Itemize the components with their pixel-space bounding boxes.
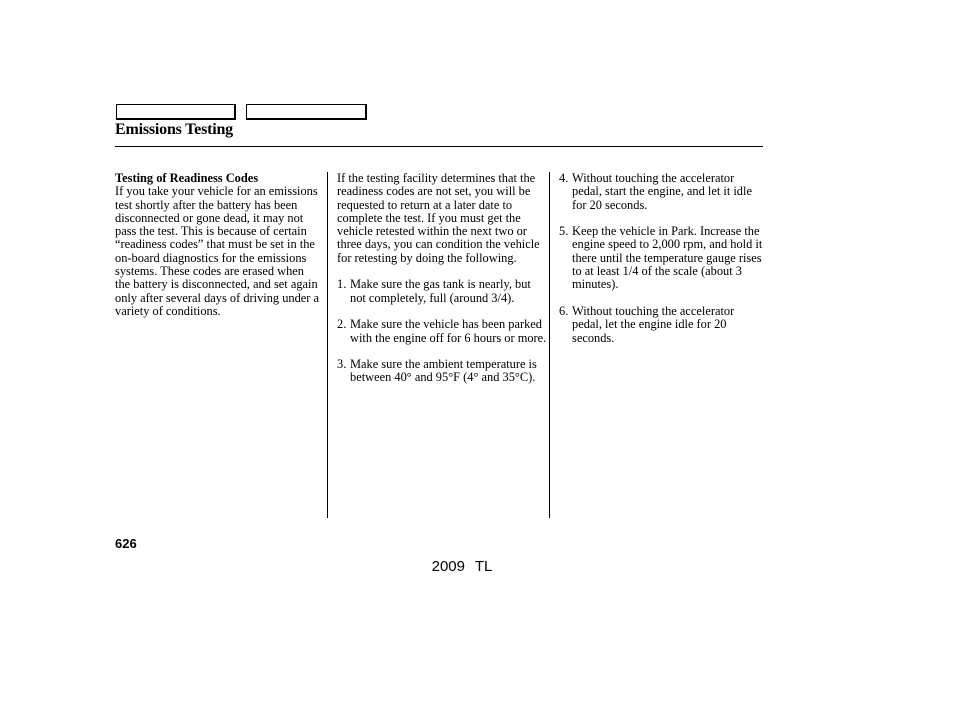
model-footer bbox=[0, 558, 954, 575]
page-number: 626 bbox=[115, 536, 137, 551]
step-text: Make sure the gas tank is nearly, but not completely, full (around 3/4). bbox=[350, 277, 531, 305]
list-item bbox=[559, 225, 767, 291]
step-text: Make sure the ambient temperature is between 40° and 95°F (4° and 35°C). bbox=[350, 357, 537, 385]
section-body: If you take your vehicle for an emissions test shortly after the battery has been disconnected or gone dead, it may not pass the test. This is because of certain “readiness codes” that must be set in the on-board diagnostics for the emissions systems. These codes are erased when the battery is disconnected, and set again only after several days of driving under a variety of conditions. bbox=[115, 184, 320, 318]
title-divider bbox=[115, 146, 763, 147]
list-item bbox=[559, 172, 767, 212]
step-number: 3. bbox=[337, 357, 347, 372]
step-text: Make sure the vehicle has been parked with the engine off for 6 hours or more. bbox=[350, 317, 547, 345]
step-text: Without touching the accelerator pedal, let the engine idle for 20 seconds. bbox=[572, 303, 735, 345]
step-number: 4. bbox=[559, 171, 569, 185]
list-item bbox=[337, 278, 547, 305]
step-number: 2. bbox=[337, 317, 347, 332]
step-number: 5. bbox=[559, 224, 569, 239]
nav-tab-2[interactable] bbox=[246, 104, 367, 120]
column-divider-2 bbox=[549, 172, 550, 518]
step-number: 6. bbox=[559, 303, 569, 318]
section-heading: Testing of Readiness Codes bbox=[115, 171, 259, 185]
step-text: Keep the vehicle in Park. Increase the engine speed to 2,000 rpm, and hold it there until the temperature gauge rises to at least 1/4 of the scale (about 3 minutes). bbox=[572, 224, 763, 292]
column-1 bbox=[115, 172, 320, 318]
list-item bbox=[337, 318, 547, 345]
list-item bbox=[559, 305, 767, 345]
page-title: Emissions Testing bbox=[115, 121, 233, 138]
step-text: Without touching the accelerator pedal, start the engine, and let it idle for 20 seconds. bbox=[572, 171, 752, 212]
step-number: 1. bbox=[337, 277, 347, 292]
nav-tab-1[interactable] bbox=[116, 104, 236, 120]
column-2 bbox=[337, 172, 547, 398]
intro-paragraph: If the testing facility determines that the readiness codes are not set, you will be requested to return at a later date to complete the test. If you must get the vehicle retested within the next two or three days, you can condition the vehicle for retesting by doing the following. bbox=[337, 171, 540, 265]
column-3 bbox=[559, 172, 767, 358]
column-divider-1 bbox=[327, 172, 328, 518]
model-label: 2009 TL bbox=[431, 558, 493, 575]
list-item bbox=[337, 358, 547, 385]
